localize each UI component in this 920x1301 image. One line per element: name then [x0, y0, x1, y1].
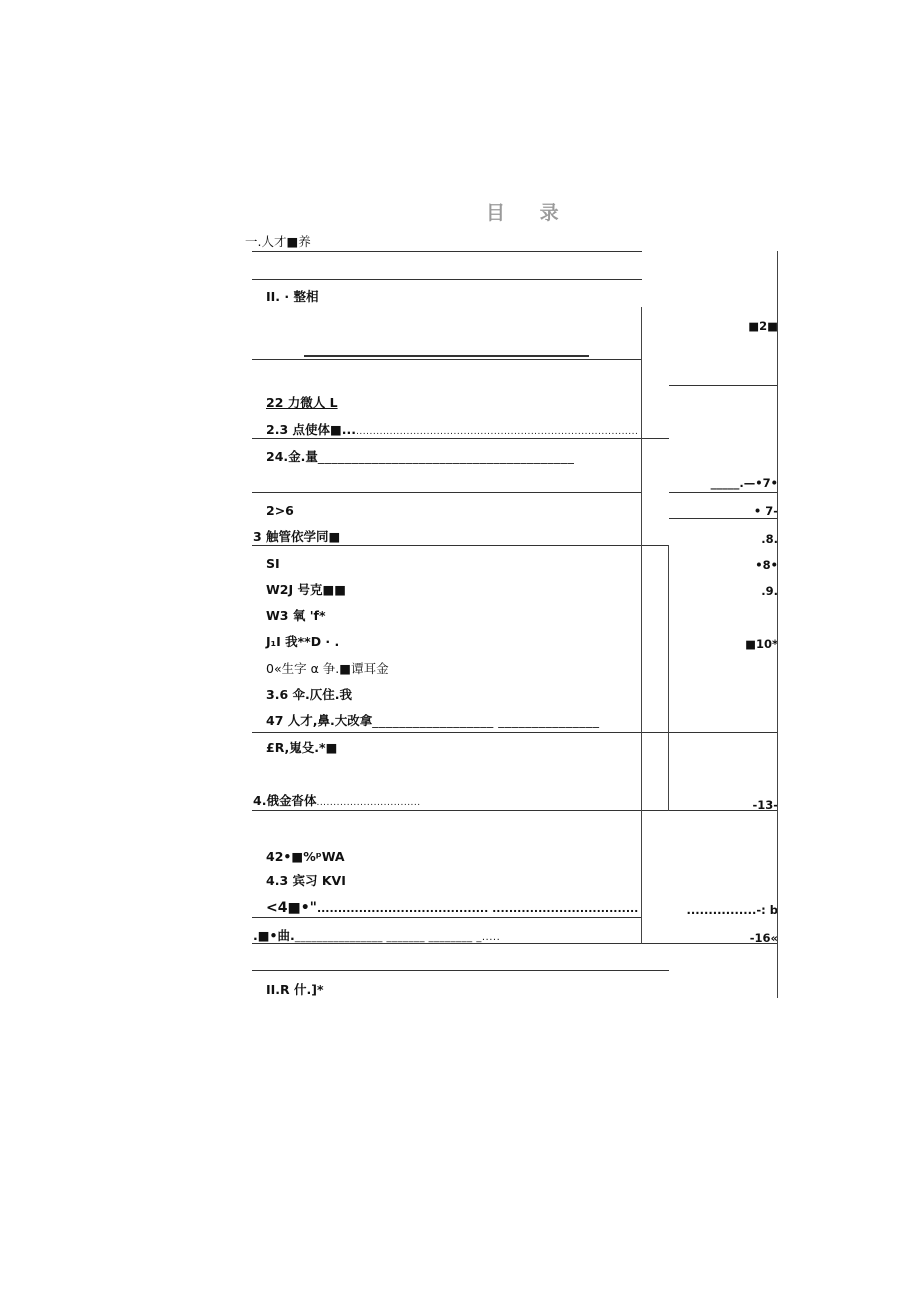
toc-entry: <4■•"......................................... ...................................	[266, 900, 639, 916]
toc-entry: 3 触管依学同■	[253, 529, 341, 544]
rule	[252, 492, 642, 493]
toc-entry: 24.金.量______________________________________	[266, 449, 575, 464]
toc-entry: 47 人才,鼻.大改拿__________________ _______________	[266, 713, 600, 728]
page-number: • 7-	[753, 504, 778, 518]
rule	[669, 518, 778, 519]
column-rule	[777, 251, 778, 998]
page-number: -13-	[752, 798, 778, 812]
rule	[252, 970, 669, 971]
toc-entry: W2J 号克■■	[266, 582, 347, 597]
rule	[252, 545, 669, 546]
rule	[669, 492, 778, 493]
toc-entry: J₁I 我**D · .	[266, 634, 340, 649]
toc-entry: 4.3 宾习 KVI	[266, 873, 346, 888]
rule	[252, 732, 778, 733]
toc-entry: .■•曲.________________ _______ ________ _.....	[253, 928, 501, 943]
page-number: ................-: b	[686, 903, 778, 917]
toc-entry: 42•■%ᵖWA	[266, 849, 345, 864]
page-number: ■2■	[748, 319, 778, 333]
rule	[669, 385, 778, 386]
page-number: ■10*	[745, 637, 778, 651]
page-number: .8.	[761, 532, 778, 546]
rule	[252, 917, 642, 918]
toc-entry: 22 力微人 L	[266, 395, 338, 410]
toc-entry: £R,嵬殳.*■	[266, 740, 338, 755]
toc-entry: 2.3 点使体■.......................................................................................	[266, 422, 639, 437]
rule	[304, 355, 589, 357]
toc-entry: 一.人才■养	[245, 234, 311, 249]
toc-entry: II.R 什.]*	[266, 982, 324, 997]
column-rule	[668, 545, 669, 811]
toc-title: 目 录	[486, 202, 573, 224]
rule	[252, 251, 642, 252]
rule	[252, 359, 642, 360]
toc-entry: 4.俄金沓体...............................	[253, 793, 421, 808]
toc-entry: 3.6 伞.仄住.我	[266, 687, 352, 702]
rule	[252, 810, 778, 811]
toc-entry: II. · 整相	[266, 289, 319, 304]
column-rule	[641, 307, 642, 944]
page-number: •8•	[755, 558, 778, 572]
page-number: .9.	[761, 584, 778, 598]
page-number: -16«	[749, 931, 778, 945]
rule	[252, 943, 778, 944]
toc-entry: SI	[266, 556, 280, 571]
page-number: _____.—•7•	[710, 476, 778, 490]
rule	[252, 279, 642, 280]
toc-entry: 0«生字 α 争.■谭耳金	[266, 661, 389, 676]
toc-entry: W3 氧 'f*	[266, 608, 326, 623]
rule	[252, 438, 669, 439]
toc-entry: 2>6	[266, 503, 294, 518]
